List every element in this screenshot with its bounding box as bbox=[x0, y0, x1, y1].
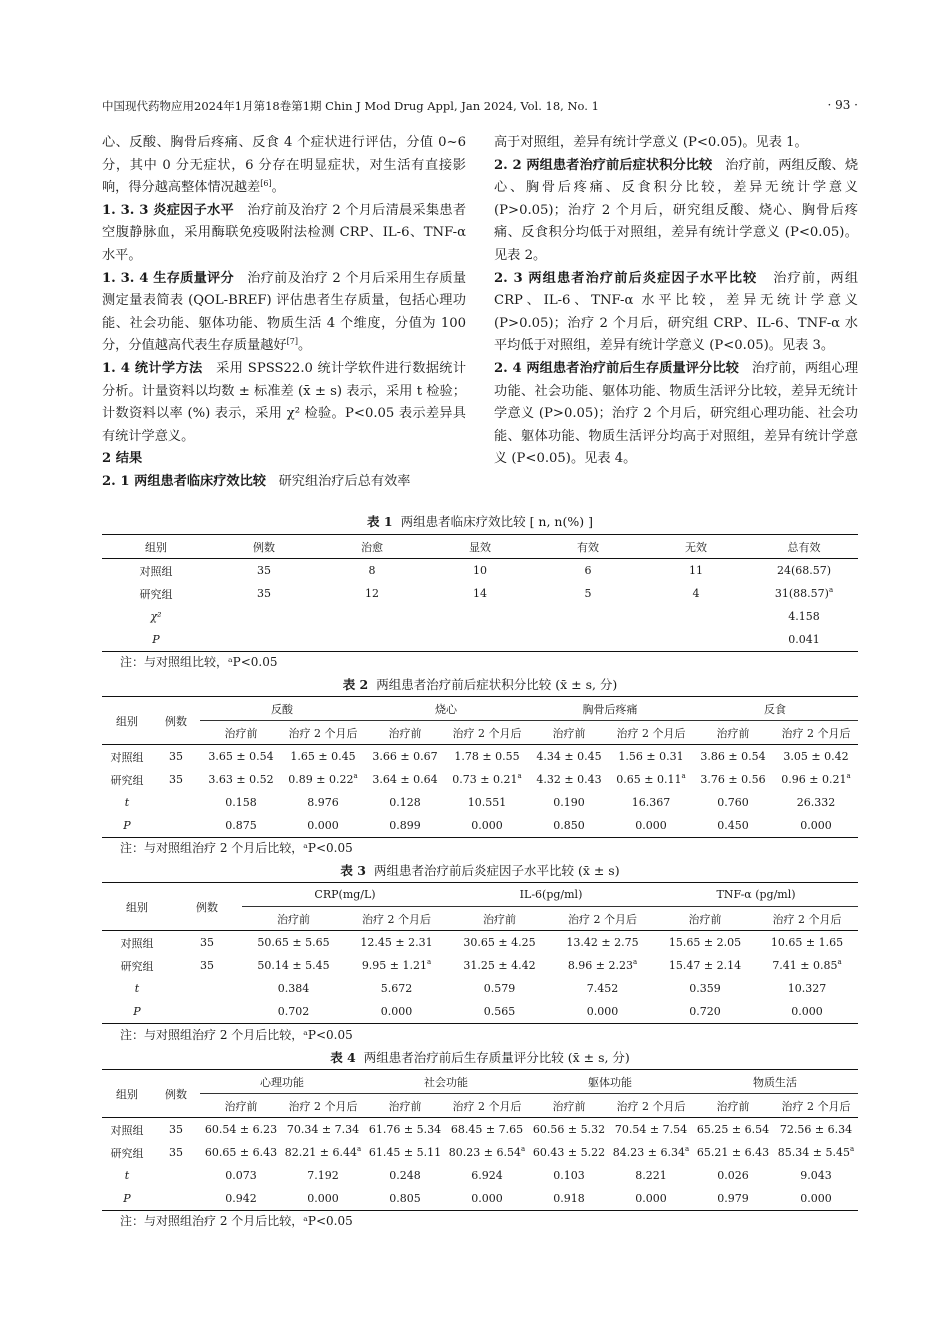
paragraph: 高于对照组，差异有统计学意义 (P<0.05)。见表 1。 bbox=[494, 135, 808, 150]
table3 bbox=[102, 882, 858, 1024]
table-row-p: P 0.702 0.000 0.565 0.000 0.720 0.000 bbox=[102, 1000, 858, 1024]
table1 bbox=[102, 534, 858, 652]
table4 bbox=[102, 1069, 858, 1211]
table-row-p: P 0.875 0.000 0.899 0.000 0.850 0.000 0.450 0.000 bbox=[102, 814, 858, 838]
paragraph: 心、反酸、胸骨后疼痛、反食 4 个症状进行评估，分值 0~6 分，其中 0 分无症状，6 分存在明显症状，对生活有直接影响，得分越高整体情况越差[6]。 bbox=[102, 135, 466, 196]
table-header-row: 组别 例数 治愈 显效 有效 无效 总有效 bbox=[102, 535, 858, 559]
table-row: 对照组 35 60.54 ± 6.23 70.34 ± 7.34 61.76 ± 5.34 68.45 ± 7.65 60.56 ± 5.32 70.54 ± 7.54 65.25 ± 6.54 72.56 ± 6.34 bbox=[110, 1123, 853, 1137]
table4-caption: 表 4 两组患者治疗前后生存质量评分比较 (x̄ ± s, 分) bbox=[330, 1050, 630, 1065]
table-group-header: 组别 例数 CRP(mg/L) IL-6(pg/ml) TNF-α (pg/ml) bbox=[102, 883, 858, 907]
section-heading: 1. 3. 3 炎症因子水平 bbox=[102, 202, 234, 218]
section-1-4: 1. 4 统计学方法 采用 SPSS22.0 统计学软件进行数据统计分析。计量资料以均数 ± 标准差 (x̄ ± s) 表示，采用 t 检验；计数资料以率 (%) 表示，采用 χ² 检验。P<0.05 表示差异具有统计学意义。 bbox=[102, 360, 467, 444]
table1-caption: 表 1 两组患者临床疗效比较 [ n, n(%) ] bbox=[367, 514, 593, 529]
section-2-1: 2. 1 两组患者临床疗效比较 研究组治疗后总有效率 bbox=[102, 473, 411, 489]
section-heading: 2. 1 两组患者临床疗效比较 bbox=[102, 473, 266, 489]
table-row: 研究组 35 12 14 5 4 $31(88.57)^a$ bbox=[139, 586, 834, 601]
table-sub-header: 治疗前 治疗 2 个月后 治疗前 治疗 2 个月后 治疗前 治疗 2 个月后 治疗前 治疗 2 个月后 bbox=[102, 721, 858, 745]
table-sub-header: 治疗前 治疗 2 个月后 治疗前 治疗 2 个月后 治疗前 治疗 2 个月后 治疗前 治疗 2 个月后 bbox=[102, 1094, 858, 1118]
citation-ref: [6] bbox=[260, 179, 272, 189]
table-row: 研究组 35 50.14 ± 5.45 9.95 ± 1.21$^a$ 31.25 ± 4.42 8.96 ± 2.23$^a$ 15.47 ± 2.14 7.41 ± 0.85$^a$ bbox=[120, 958, 842, 973]
table-row: 研究组 35 3.63 ± 0.52 0.89 ± 0.22$^a$ 3.64 ± 0.64 0.73 ± 0.21$^a$ 4.32 ± 0.43 0.65 ± 0.11$^a$ 3.76 ± 0.56 0.96 ± 0.21$^a$ bbox=[110, 772, 851, 787]
table-group-header: 组别 例数 心理功能 社会功能 躯体功能 物质生活 bbox=[102, 1070, 858, 1094]
table2 bbox=[102, 696, 858, 838]
section-heading: 2. 4 两组患者治疗前后生存质量评分比较 bbox=[494, 360, 739, 376]
right-column bbox=[494, 132, 858, 471]
table-row-t: t 0.073 7.192 0.248 6.924 0.103 8.221 0.026 9.043 bbox=[124, 1169, 832, 1182]
table-row: 对照组 35 3.65 ± 0.54 1.65 ± 0.45 3.66 ± 0.67 1.78 ± 0.55 4.34 ± 0.45 1.56 ± 0.31 3.86 ± 0.54 3.05 ± 0.42 bbox=[110, 750, 849, 764]
table-row: 对照组 35 50.65 ± 5.65 12.45 ± 2.31 30.65 ± 4.25 13.42 ± 2.75 15.65 ± 2.05 10.65 ± 1.65 bbox=[120, 936, 844, 950]
table3-note: 注：与对照组治疗 2 个月后比较，ᵃP<0.05 bbox=[120, 1028, 353, 1042]
section-1-3-4: 1. 3. 4 生存质量评分 治疗前及治疗 2 个月后采用生存质量测定量表简表 (QOL-BREF) 评估患者生存质量，包括心理功能、社会功能、躯体功能、物质生活 4 个维度，分值为 100 分，分值越高代表生存质量越好[7]。 bbox=[102, 270, 467, 354]
section-heading: 1. 3. 4 生存质量评分 bbox=[102, 270, 234, 286]
table-row: 研究组 35 60.65 ± 6.43 82.21 ± 6.44$^a$ 61.45 ± 5.11 80.23 ± 6.54$^a$ 60.43 ± 5.22 84.23 ± 6.34$^a$ 65.21 ± 6.43 85.34 ± 5.45$^a$ bbox=[110, 1145, 855, 1160]
journal-citation: 中国现代药物应用2024年1月第18卷第1期 Chin J Mod Drug Appl, Jan 2024, Vol. 18, No. 1 bbox=[102, 99, 599, 113]
section-1-3-3: 1. 3. 3 炎症因子水平 治疗前及治疗 2 个月后清晨采集患者空腹静脉血，采用酶联免疫吸附法检测 CRP、IL-6、TNF-α 水平。 bbox=[102, 202, 467, 263]
table4-note: 注：与对照组治疗 2 个月后比较，ᵃP<0.05 bbox=[120, 1214, 353, 1228]
table3-caption: 表 3 两组患者治疗前后炎症因子水平比较 (x̄ ± s) bbox=[340, 863, 620, 878]
table-row: 对照组 35 8 10 6 11 24(68.57) bbox=[139, 564, 832, 578]
page-number: · 93 · bbox=[827, 98, 858, 112]
section-2-heading: 2 结果 bbox=[102, 451, 143, 467]
table1-note: 注：与对照组比较，ᵃP<0.05 bbox=[120, 655, 278, 669]
table-row-p: P 0.942 0.000 0.805 0.000 0.918 0.000 0.979 0.000 bbox=[102, 1187, 858, 1211]
table2-caption: 表 2 两组患者治疗前后症状积分比较 (x̄ ± s, 分) bbox=[342, 677, 618, 692]
table-row-p: P 0.041 bbox=[102, 628, 858, 652]
section-heading: 2. 3 两组患者治疗前后炎症因子水平比较 bbox=[494, 270, 758, 286]
section-heading: 2. 2 两组患者治疗前后症状积分比较 bbox=[494, 157, 713, 173]
table-row-t: t 0.384 5.672 0.579 7.452 0.359 10.327 bbox=[134, 982, 827, 995]
left-column bbox=[102, 132, 466, 494]
section-2-3: 2. 3 两组患者治疗前后炎症因子水平比较 治疗前，两组 CRP、IL-6、TNF-α 水平比较，差异无统计学意义 (P>0.05)；治疗 2 个月后，研究组 CRP、IL-6、TNF-α 水平均低于对照组，差异有统计学意义 (P<0.05)。见表 3。 bbox=[494, 270, 859, 354]
table-sub-header: 治疗前 治疗 2 个月后 治疗前 治疗 2 个月后 治疗前 治疗 2 个月后 bbox=[102, 907, 858, 931]
section-2-2: 2. 2 两组患者治疗前后症状积分比较 治疗前，两组反酸、烧心、胸骨后疼痛、反食积分比较，差异无统计学意义 (P>0.05)；治疗 2 个月后，研究组反酸、烧心、胸骨后疼痛、反食积分均低于对照组，差异有统计学意义 (P<0.05)。见表 2。 bbox=[494, 157, 859, 263]
section-2-4: 2. 4 两组患者治疗前后生存质量评分比较 治疗前，两组心理功能、社会功能、躯体功能、物质生活评分比较，差异无统计学意义 (P>0.05)；治疗 2 个月后，研究组心理功能、社会功能、躯体功能、物质生活评分均高于对照组，差异有统计学意义 (P<0.05)。见表 4。 bbox=[494, 360, 859, 467]
section-heading: 1. 4 统计学方法 bbox=[102, 360, 203, 376]
table-row-t: t 0.158 8.976 0.128 10.551 0.190 16.367 0.760 26.332 bbox=[124, 796, 836, 809]
table-row-chi: χ² 4.158 bbox=[150, 610, 820, 623]
table2-note: 注：与对照组治疗 2 个月后比较，ᵃP<0.05 bbox=[120, 841, 353, 855]
table-group-header: 组别 例数 反酸 烧心 胸骨后疼痛 反食 bbox=[102, 697, 858, 721]
citation-ref: [7] bbox=[286, 337, 298, 347]
